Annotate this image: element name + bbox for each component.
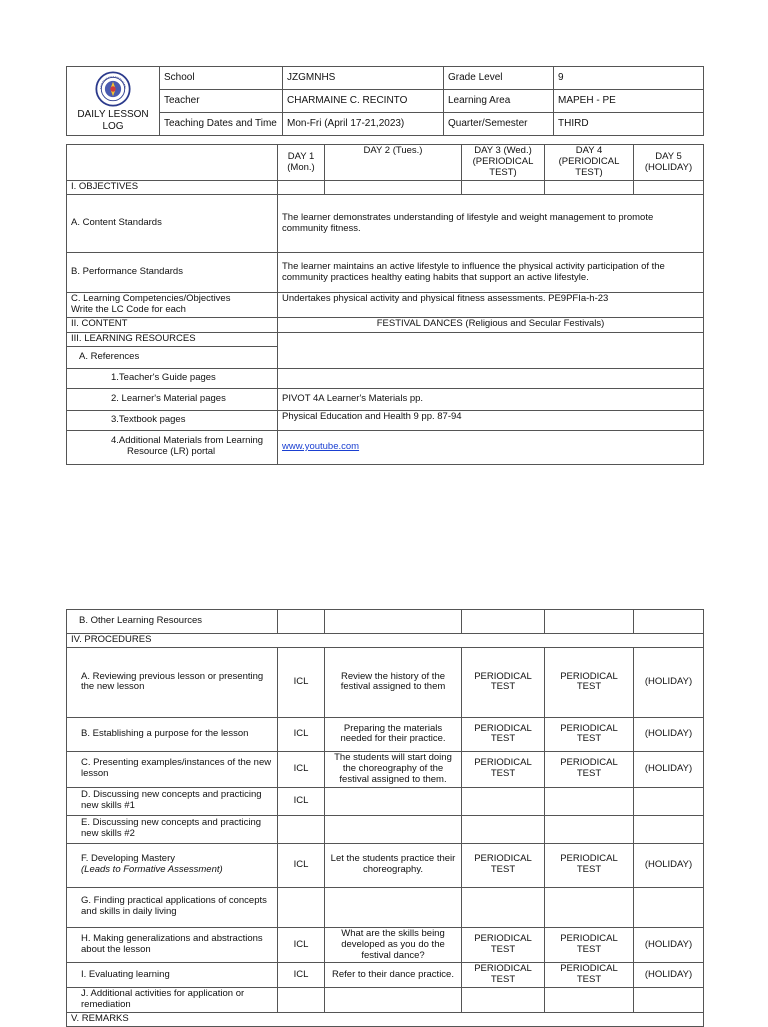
day1-header: DAY 1 (Mon.) (278, 145, 325, 181)
procedure-day5 (634, 815, 704, 843)
procedure-day3: PERIODICAL TEST (462, 717, 545, 751)
procedure-label: E. Discussing new concepts and practicing new skills #2 (67, 815, 278, 843)
procedure-row (67, 887, 704, 927)
procedure-label: D. Discussing new concepts and practicing new skills #1 (67, 787, 278, 815)
procedure-label: C. Presenting examples/instances of the new lesson (67, 751, 278, 787)
procedure-label: F. Developing Mastery (Leads to Formative Assessment) (67, 843, 278, 887)
am-value (278, 430, 704, 464)
procedure-day2: The students will start doing the choreography of the festival assigned to them. (325, 751, 462, 787)
procedure-day1 (278, 988, 325, 1013)
procedure-day4: PERIODICAL TEST (545, 927, 634, 963)
school-label: School (160, 67, 283, 90)
procedure-row (67, 963, 704, 988)
performance-standards-value: The learner maintains an active lifestyle to influence the physical activity participation of the community practices healthy eating habits that support an active lifestyle. (278, 253, 704, 293)
procedures-label: IV. PROCEDURES (67, 634, 704, 648)
procedure-day1: ICL (278, 963, 325, 988)
procedure-day1 (278, 815, 325, 843)
procedure-day1: ICL (278, 927, 325, 963)
resources-label: III. LEARNING RESOURCES (67, 332, 278, 346)
content-standards-value: The learner demonstrates understanding of lifestyle and weight management to promote community fitness. (278, 195, 704, 253)
procedure-day2 (325, 815, 462, 843)
procedure-day1 (278, 887, 325, 927)
procedure-day2 (325, 787, 462, 815)
procedure-day3 (462, 815, 545, 843)
tb-label: 3.Textbook pages (67, 410, 278, 430)
procedure-day3: PERIODICAL TEST (462, 647, 545, 717)
procedure-day3: PERIODICAL TEST (462, 843, 545, 887)
area-label: Learning Area (444, 90, 554, 113)
competencies-value: Undertakes physical activity and physical fitness assessments. PE9PFIa-h-23 (278, 293, 704, 318)
procedure-row (67, 787, 704, 815)
procedure-day1: ICL (278, 751, 325, 787)
procedure-label: J. Additional activities for application or remediation (67, 988, 278, 1013)
quarter-label: Quarter/Semester (444, 113, 554, 136)
procedure-row (67, 927, 704, 963)
procedure-day4 (545, 988, 634, 1013)
procedure-day5: (HOLIDAY) (634, 963, 704, 988)
lesson-table (66, 144, 704, 465)
procedure-day3: PERIODICAL TEST (462, 751, 545, 787)
competencies-label: C. Learning Competencies/Objectives Write the LC Code for each (67, 293, 278, 318)
dates-label: Teaching Dates and Time (160, 113, 283, 136)
procedure-day5: (HOLIDAY) (634, 717, 704, 751)
references-label: A. References (67, 346, 278, 368)
grade-label: Grade Level (444, 67, 554, 90)
area-value: MAPEH - PE (554, 90, 704, 113)
procedure-day2: Refer to their dance practice. (325, 963, 462, 988)
procedure-day4: PERIODICAL TEST (545, 647, 634, 717)
teacher-value: CHARMAINE C. RECINTO (283, 90, 444, 113)
logo-cell (67, 67, 160, 136)
content-label: II. CONTENT (67, 317, 278, 332)
procedure-day2: Preparing the materials needed for their practice. (325, 717, 462, 751)
logo-label: DAILY LESSON LOG (77, 109, 149, 132)
procedure-day2: Review the history of the festival assigned to them (325, 647, 462, 717)
procedure-label: G. Finding practical applications of concepts and skills in daily living (67, 887, 278, 927)
dates-value: Mon-Fri (April 17-21,2023) (283, 113, 444, 136)
procedure-label: H. Making generalizations and abstractions about the lesson (67, 927, 278, 963)
procedure-day5: (HOLIDAY) (634, 927, 704, 963)
lm-value: PIVOT 4A Learner's Materials pp. (278, 388, 704, 410)
procedure-day4 (545, 887, 634, 927)
procedure-day1: ICL (278, 843, 325, 887)
procedure-row (67, 647, 704, 717)
am-label: 4.Additional Materials from Learning Resource (LR) portal (67, 430, 278, 464)
procedure-day1: ICL (278, 647, 325, 717)
grade-value: 9 (554, 67, 704, 90)
procedure-day1: ICL (278, 717, 325, 751)
procedure-row (67, 751, 704, 787)
header-table (66, 66, 704, 136)
procedure-day5: (HOLIDAY) (634, 647, 704, 717)
other-resources-label: B. Other Learning Resources (67, 610, 278, 634)
day3-header: DAY 3 (Wed.) (PERIODICAL TEST) (462, 145, 545, 181)
deped-seal-icon (95, 71, 131, 107)
remarks-label: V. REMARKS (67, 1013, 704, 1027)
procedure-day2 (325, 988, 462, 1013)
procedure-day2: Let the students practice their choreography. (325, 843, 462, 887)
procedures-table (66, 609, 704, 1027)
procedure-day4: PERIODICAL TEST (545, 963, 634, 988)
procedure-day5: (HOLIDAY) (634, 843, 704, 887)
procedure-day5 (634, 787, 704, 815)
day2-header: DAY 2 (Tues.) (325, 145, 462, 181)
procedure-day3: PERIODICAL TEST (462, 927, 545, 963)
procedure-day5: (HOLIDAY) (634, 751, 704, 787)
procedure-row (67, 988, 704, 1013)
objectives-label: I. OBJECTIVES (67, 181, 278, 195)
youtube-link[interactable]: www.youtube.com (282, 440, 360, 452)
procedure-day4: PERIODICAL TEST (545, 717, 634, 751)
procedure-label: B. Establishing a purpose for the lesson (67, 717, 278, 751)
procedure-day4: PERIODICAL TEST (545, 751, 634, 787)
procedure-day3 (462, 887, 545, 927)
procedure-day3: PERIODICAL TEST (462, 963, 545, 988)
procedure-day4 (545, 815, 634, 843)
day5-header: DAY 5 (HOLIDAY) (634, 145, 704, 181)
performance-standards-label: B. Performance Standards (67, 253, 278, 293)
quarter-value: THIRD (554, 113, 704, 136)
day-header-blank (67, 145, 278, 181)
tg-label: 1.Teacher's Guide pages (67, 368, 278, 388)
procedure-label: A. Reviewing previous lesson or presenting the new lesson (67, 647, 278, 717)
procedure-day4 (545, 787, 634, 815)
procedure-row (67, 843, 704, 887)
procedure-day3 (462, 787, 545, 815)
lm-label: 2. Learner's Material pages (67, 388, 278, 410)
teacher-label: Teacher (160, 90, 283, 113)
day4-header: DAY 4 (PERIODICAL TEST) (545, 145, 634, 181)
procedure-day5 (634, 887, 704, 927)
procedure-day2: What are the skills being developed as you do the festival dance? (325, 927, 462, 963)
procedure-row (67, 717, 704, 751)
procedure-day2 (325, 887, 462, 927)
school-value: JZGMNHS (283, 67, 444, 90)
procedure-day5 (634, 988, 704, 1013)
procedure-day1: ICL (278, 787, 325, 815)
procedure-day4: PERIODICAL TEST (545, 843, 634, 887)
content-standards-label: A. Content Standards (67, 195, 278, 253)
content-value: FESTIVAL DANCES (Religious and Secular Festivals) (278, 317, 704, 332)
procedure-label: I. Evaluating learning (67, 963, 278, 988)
tb-value: Physical Education and Health 9 pp. 87-94 (278, 410, 704, 430)
procedure-row (67, 815, 704, 843)
procedure-day3 (462, 988, 545, 1013)
